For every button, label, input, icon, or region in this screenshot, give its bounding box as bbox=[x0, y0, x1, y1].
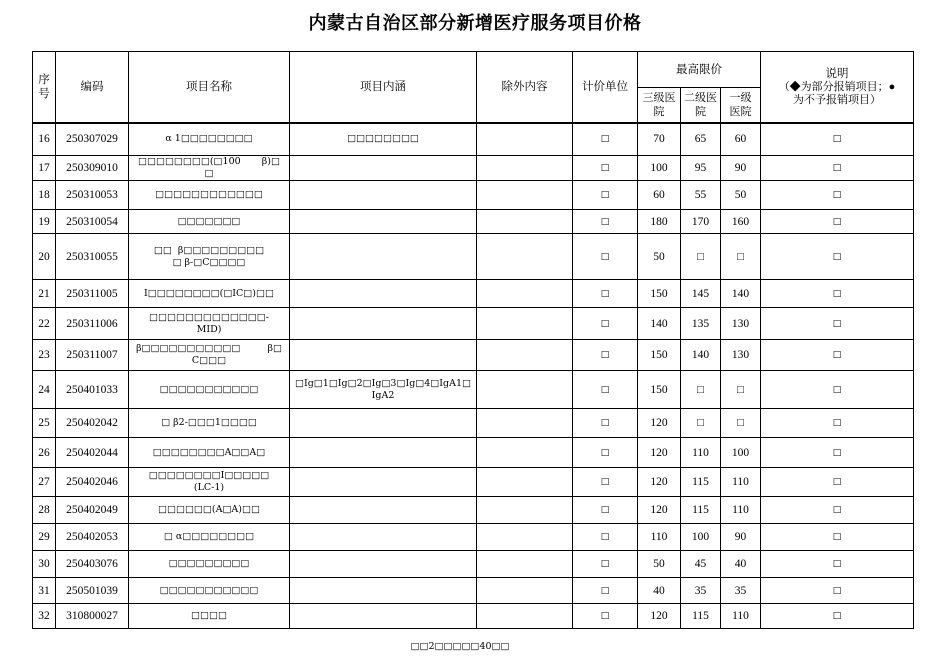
cell-unit: □ bbox=[573, 308, 638, 340]
cell-content bbox=[290, 438, 477, 468]
cell-unit: □ bbox=[573, 604, 638, 629]
cell-note: □ bbox=[761, 604, 914, 629]
cell-exclusion bbox=[477, 578, 573, 604]
cell-no: 20 bbox=[33, 234, 56, 280]
cell-content bbox=[290, 280, 477, 308]
page-title: 内蒙古自治区部分新增医疗服务项目价格 bbox=[308, 13, 642, 33]
table-row bbox=[33, 604, 914, 629]
cell-content bbox=[290, 210, 477, 234]
cell-level1: 110 bbox=[721, 468, 761, 497]
cell-exclusion bbox=[477, 340, 573, 371]
cell-level2: 140 bbox=[681, 340, 721, 371]
cell-name: □□□□□□(A□A)□□ bbox=[129, 497, 290, 524]
cell-level1: 110 bbox=[721, 604, 761, 629]
table-row bbox=[33, 340, 914, 371]
cell-name: □□□□ bbox=[129, 604, 290, 629]
cell-unit: □ bbox=[573, 234, 638, 280]
cell-unit: □ bbox=[573, 181, 638, 210]
cell-note: □ bbox=[761, 156, 914, 181]
table-row bbox=[33, 123, 914, 156]
cell-level3: 60 bbox=[638, 181, 681, 210]
table-row bbox=[33, 578, 914, 604]
cell-exclusion bbox=[477, 524, 573, 551]
header-exclusion: 除外内容 bbox=[477, 52, 573, 123]
cell-content bbox=[290, 551, 477, 578]
table-body bbox=[33, 123, 914, 629]
cell-level3: 150 bbox=[638, 371, 681, 409]
header-note-desc-line2: 为不予报销项目） bbox=[793, 93, 882, 106]
table-row bbox=[33, 524, 914, 551]
cell-note: □ bbox=[761, 524, 914, 551]
cell-name: □□□□□□□□(□100 β)□ □ bbox=[129, 156, 290, 181]
table-row bbox=[33, 181, 914, 210]
cell-note: □ bbox=[761, 438, 914, 468]
cell-level1: 60 bbox=[721, 123, 761, 156]
cell-code: 250501039 bbox=[56, 578, 129, 604]
cell-note: □ bbox=[761, 340, 914, 371]
cell-code: 250307029 bbox=[56, 123, 129, 156]
header-unit: 计价单位 bbox=[573, 52, 638, 123]
cell-unit: □ bbox=[573, 468, 638, 497]
cell-level1: 50 bbox=[721, 181, 761, 210]
cell-level1: 40 bbox=[721, 551, 761, 578]
cell-note: □ bbox=[761, 497, 914, 524]
cell-level3: 150 bbox=[638, 340, 681, 371]
cell-exclusion bbox=[477, 468, 573, 497]
cell-level1: 110 bbox=[721, 497, 761, 524]
cell-content bbox=[290, 156, 477, 181]
cell-no: 22 bbox=[33, 308, 56, 340]
cell-note: □ bbox=[761, 371, 914, 409]
cell-unit: □ bbox=[573, 371, 638, 409]
cell-note: □ bbox=[761, 468, 914, 497]
header-level2-label: 二级医院 bbox=[684, 91, 717, 118]
cell-unit: □ bbox=[573, 497, 638, 524]
cell-level1: 130 bbox=[721, 308, 761, 340]
header-name: 项目名称 bbox=[129, 52, 290, 123]
cell-name: □□ β□□□□□□□□□ □ β-□C□□□□ bbox=[129, 234, 290, 280]
cell-level1: 90 bbox=[721, 524, 761, 551]
cell-level2: 115 bbox=[681, 604, 721, 629]
cell-no: 25 bbox=[33, 409, 56, 438]
cell-content bbox=[290, 181, 477, 210]
cell-name: β□□□□□□□□□□□ β□ C□□□ bbox=[129, 340, 290, 371]
cell-no: 32 bbox=[33, 604, 56, 629]
cell-level1: 90 bbox=[721, 156, 761, 181]
cell-level2: 170 bbox=[681, 210, 721, 234]
cell-level2: □ bbox=[681, 409, 721, 438]
header-code: 编码 bbox=[56, 52, 129, 123]
cell-exclusion bbox=[477, 308, 573, 340]
cell-name: □□□□□□□□□□□□ bbox=[129, 181, 290, 210]
cell-code: 250311005 bbox=[56, 280, 129, 308]
cell-no: 16 bbox=[33, 123, 56, 156]
cell-code: 250402053 bbox=[56, 524, 129, 551]
cell-code: 250309010 bbox=[56, 156, 129, 181]
table-row bbox=[33, 371, 914, 409]
cell-unit: □ bbox=[573, 123, 638, 156]
cell-level1: 35 bbox=[721, 578, 761, 604]
header-level3 bbox=[638, 88, 681, 123]
cell-level2: 55 bbox=[681, 181, 721, 210]
table-row bbox=[33, 280, 914, 308]
table-row bbox=[33, 409, 914, 438]
cell-code: 250310053 bbox=[56, 181, 129, 210]
cell-no: 17 bbox=[33, 156, 56, 181]
cell-no: 23 bbox=[33, 340, 56, 371]
cell-exclusion bbox=[477, 604, 573, 629]
cell-level1: 140 bbox=[721, 280, 761, 308]
cell-name: □ α□□□□□□□□ bbox=[129, 524, 290, 551]
cell-level2: 95 bbox=[681, 156, 721, 181]
cell-exclusion bbox=[477, 181, 573, 210]
cell-name: I□□□□□□□□(□IC□)□□ bbox=[129, 280, 290, 308]
header-level1-label: 一级医院 bbox=[729, 91, 752, 118]
cell-unit: □ bbox=[573, 578, 638, 604]
cell-exclusion bbox=[477, 156, 573, 181]
cell-note: □ bbox=[761, 409, 914, 438]
cell-note: □ bbox=[761, 551, 914, 578]
cell-level3: 50 bbox=[638, 551, 681, 578]
cell-content bbox=[290, 340, 477, 371]
cell-note: □ bbox=[761, 210, 914, 234]
cell-level3: 120 bbox=[638, 409, 681, 438]
cell-exclusion bbox=[477, 551, 573, 578]
cell-level2: 65 bbox=[681, 123, 721, 156]
cell-level3: 120 bbox=[638, 438, 681, 468]
cell-level2: 110 bbox=[681, 438, 721, 468]
cell-code: 250311006 bbox=[56, 308, 129, 340]
cell-code: 250402042 bbox=[56, 409, 129, 438]
cell-name: □□□□□□□□□□□□□- MID) bbox=[129, 308, 290, 340]
table-row bbox=[33, 210, 914, 234]
cell-level1: 130 bbox=[721, 340, 761, 371]
cell-note: □ bbox=[761, 578, 914, 604]
cell-level1: □ bbox=[721, 234, 761, 280]
cell-no: 24 bbox=[33, 371, 56, 409]
cell-code: 250402046 bbox=[56, 468, 129, 497]
price-table bbox=[32, 51, 914, 629]
cell-level1: □ bbox=[721, 409, 761, 438]
cell-name: □□□□□□□□□□□ bbox=[129, 578, 290, 604]
cell-note: □ bbox=[761, 308, 914, 340]
cell-level1: 160 bbox=[721, 210, 761, 234]
cell-level3: 50 bbox=[638, 234, 681, 280]
cell-name: □□□□□□□ bbox=[129, 210, 290, 234]
cell-no: 26 bbox=[33, 438, 56, 468]
table-row bbox=[33, 438, 914, 468]
cell-no: 27 bbox=[33, 468, 56, 497]
cell-exclusion bbox=[477, 123, 573, 156]
cell-level2: 115 bbox=[681, 497, 721, 524]
table-row bbox=[33, 497, 914, 524]
table-row bbox=[33, 468, 914, 497]
cell-no: 18 bbox=[33, 181, 56, 210]
cell-unit: □ bbox=[573, 409, 638, 438]
header-content: 项目内涵 bbox=[290, 52, 477, 123]
cell-level3: 150 bbox=[638, 280, 681, 308]
cell-code: 250310054 bbox=[56, 210, 129, 234]
cell-name: □ β2-□□□1□□□□ bbox=[129, 409, 290, 438]
cell-exclusion bbox=[477, 234, 573, 280]
cell-unit: □ bbox=[573, 551, 638, 578]
header-no bbox=[33, 52, 56, 123]
header-level3-label: 三级医院 bbox=[642, 91, 676, 118]
header-level1 bbox=[721, 88, 761, 123]
cell-name: □□□□□□□□I□□□□□ (LC-1) bbox=[129, 468, 290, 497]
cell-content bbox=[290, 409, 477, 438]
cell-code: 250402044 bbox=[56, 438, 129, 468]
header-note-desc-line1: （◆为部分报销项目；● bbox=[778, 80, 896, 93]
cell-level3: 100 bbox=[638, 156, 681, 181]
cell-content bbox=[290, 308, 477, 340]
cell-level3: 120 bbox=[638, 604, 681, 629]
cell-code: 250403076 bbox=[56, 551, 129, 578]
cell-level3: 70 bbox=[638, 123, 681, 156]
cell-no: 30 bbox=[33, 551, 56, 578]
header-note bbox=[761, 52, 914, 123]
table-row bbox=[33, 156, 914, 181]
cell-unit: □ bbox=[573, 280, 638, 308]
header-no-label: 序号 bbox=[38, 73, 50, 100]
cell-unit: □ bbox=[573, 524, 638, 551]
cell-level2: 100 bbox=[681, 524, 721, 551]
cell-level2: 35 bbox=[681, 578, 721, 604]
cell-level3: 110 bbox=[638, 524, 681, 551]
cell-level3: 40 bbox=[638, 578, 681, 604]
cell-note: □ bbox=[761, 181, 914, 210]
cell-content bbox=[290, 578, 477, 604]
cell-content bbox=[290, 497, 477, 524]
header-max-price: 最高限价 bbox=[638, 52, 761, 88]
header-note-title: 说明 bbox=[825, 67, 849, 80]
cell-exclusion bbox=[477, 280, 573, 308]
cell-level2: 145 bbox=[681, 280, 721, 308]
cell-level1: 100 bbox=[721, 438, 761, 468]
cell-name: □□□□□□□□□ bbox=[129, 551, 290, 578]
cell-code: 250311007 bbox=[56, 340, 129, 371]
cell-exclusion bbox=[477, 438, 573, 468]
cell-level2: 115 bbox=[681, 468, 721, 497]
cell-note: □ bbox=[761, 280, 914, 308]
cell-content bbox=[290, 234, 477, 280]
cell-exclusion bbox=[477, 497, 573, 524]
cell-name: □□□□□□□□A□□A□ bbox=[129, 438, 290, 468]
cell-note: □ bbox=[761, 234, 914, 280]
header-row-top bbox=[33, 52, 914, 88]
table-header bbox=[33, 52, 914, 123]
header-level2 bbox=[681, 88, 721, 123]
cell-name: α 1□□□□□□□□ bbox=[129, 123, 290, 156]
table-row bbox=[33, 234, 914, 280]
cell-unit: □ bbox=[573, 340, 638, 371]
cell-code: 310800027 bbox=[56, 604, 129, 629]
page-footer: □□2□□□□□40□□ bbox=[410, 641, 510, 652]
cell-exclusion bbox=[477, 210, 573, 234]
cell-code: 250402049 bbox=[56, 497, 129, 524]
cell-content: □Ig□1□Ig□2□Ig□3□Ig□4□IgA1□ IgA2 bbox=[290, 371, 477, 409]
cell-unit: □ bbox=[573, 210, 638, 234]
table-row bbox=[33, 551, 914, 578]
cell-no: 21 bbox=[33, 280, 56, 308]
cell-no: 19 bbox=[33, 210, 56, 234]
table-row bbox=[33, 308, 914, 340]
cell-level2: 45 bbox=[681, 551, 721, 578]
cell-level3: 120 bbox=[638, 497, 681, 524]
cell-level1: □ bbox=[721, 371, 761, 409]
cell-no: 29 bbox=[33, 524, 56, 551]
cell-level3: 140 bbox=[638, 308, 681, 340]
cell-exclusion bbox=[477, 371, 573, 409]
cell-exclusion bbox=[477, 409, 573, 438]
cell-level2: 135 bbox=[681, 308, 721, 340]
cell-code: 250401033 bbox=[56, 371, 129, 409]
cell-name: □□□□□□□□□□□ bbox=[129, 371, 290, 409]
cell-level2: □ bbox=[681, 234, 721, 280]
cell-content bbox=[290, 604, 477, 629]
cell-no: 31 bbox=[33, 578, 56, 604]
cell-content: □□□□□□□□ bbox=[290, 123, 477, 156]
cell-code: 250310055 bbox=[56, 234, 129, 280]
cell-content bbox=[290, 524, 477, 551]
cell-no: 28 bbox=[33, 497, 56, 524]
cell-level3: 120 bbox=[638, 468, 681, 497]
cell-content bbox=[290, 468, 477, 497]
cell-unit: □ bbox=[573, 156, 638, 181]
cell-unit: □ bbox=[573, 438, 638, 468]
cell-note: □ bbox=[761, 123, 914, 156]
cell-level3: 180 bbox=[638, 210, 681, 234]
cell-level2: □ bbox=[681, 371, 721, 409]
